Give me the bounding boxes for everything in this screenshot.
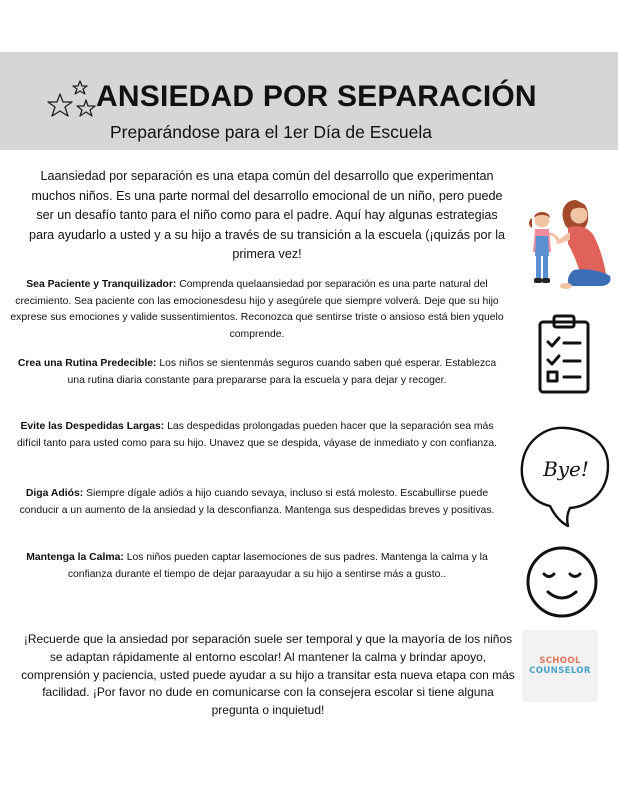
tip-patient — [8, 277, 506, 343]
mother-child-illustration — [524, 196, 614, 292]
badge-line-counselor: COUNSELOR — [529, 666, 591, 676]
tip-text: Los niños pueden captar lasemociones de sus padres. Mantenga la calma y la confianza durante el tiempo de dejar paraayudar a su hijo a sentirse más a gusto.. — [67, 552, 488, 580]
tip-heading: Diga Adiós: — [25, 488, 84, 499]
intro-paragraph: Laansiedad por separación es una etapa común del desarrollo que experimentan muchos niños. Es una parte normal del desarrollo emocional de un niño, pero puede ser un desafío tanto para el niño como para el padre. Aquí hay algunas estrategias para ayudarlo a usted y a su hijo a través de su transición a la escuela (¡quizás por la primera vez! — [28, 169, 506, 262]
school-counselor-badge — [522, 630, 598, 702]
stars-icon — [46, 78, 102, 124]
tip-goodbyes — [8, 419, 506, 452]
tip-say-goodbye — [8, 486, 506, 519]
tip-heading: Crea una Rutina Predecible: — [17, 358, 157, 369]
tip-text: Siempre dígale adiós a hijo cuando sevaya, incluso si está molesto. Escabullirse puede conducir a un aumento de la ansiedad y la desconfianza. Mantenga sus despedidas breves y positivas. — [19, 488, 495, 516]
calm-smiley-face-icon — [524, 544, 600, 620]
tip-calm — [8, 550, 506, 583]
tip-heading: Evite las Despedidas Largas: — [20, 421, 165, 432]
tip-routine — [8, 356, 506, 389]
tip-text: Los niños se sientenmás seguros cuando saben qué esperar. Establezca una rutina diaria constante para prepararse para la escuela y para dejar y recoger. — [67, 358, 497, 386]
closing-paragraph: ¡Recuerde que la ansiedad por separación suele ser temporal y que la mayoría de los niños se adaptan rápidamente al entorno escolar! Al mantener la calma y brindar apoyo, comprensión y paciencia, usted puede ayudar a su hijo a transitar esta nueva etapa con más facilidad. ¡Por favor no dude en comunicarse con la consejera escolar si tiene alguna pregunta o inquietud! — [21, 632, 515, 718]
page-title: ANSIEDAD POR SEPARACIÓN — [96, 80, 537, 113]
bye-bubble-text: Bye! — [543, 457, 589, 481]
tip-text: Comprenda quelaansiedad por separación es una parte natural del crecimiento. Sea paciente con las emocionesdesu hijo y asegúrele que siempre volverá. Deje que su hijo exprese sus emociones y valide sussentimientos. Reconozca que sentirse triste o ansioso está bien yquelo comprende. — [10, 279, 504, 340]
badge-line-school: SCHOOL — [539, 656, 581, 666]
bye-speech-bubble-icon — [514, 420, 614, 530]
checklist-clipboard-icon — [534, 312, 594, 396]
tip-text: Las despedidas prolongadas pueden hacer que la separación sea más difícil tanto para usted como para su hijo. Unavez que se despida, váyase de inmediato y con confianza. — [17, 421, 497, 449]
page-subtitle: Preparándose para el 1er Día de Escuela — [110, 122, 433, 142]
tip-heading: Mantenga la Calma: — [26, 552, 124, 563]
tip-heading: Sea Paciente y Tranquilizador: — [26, 279, 177, 290]
